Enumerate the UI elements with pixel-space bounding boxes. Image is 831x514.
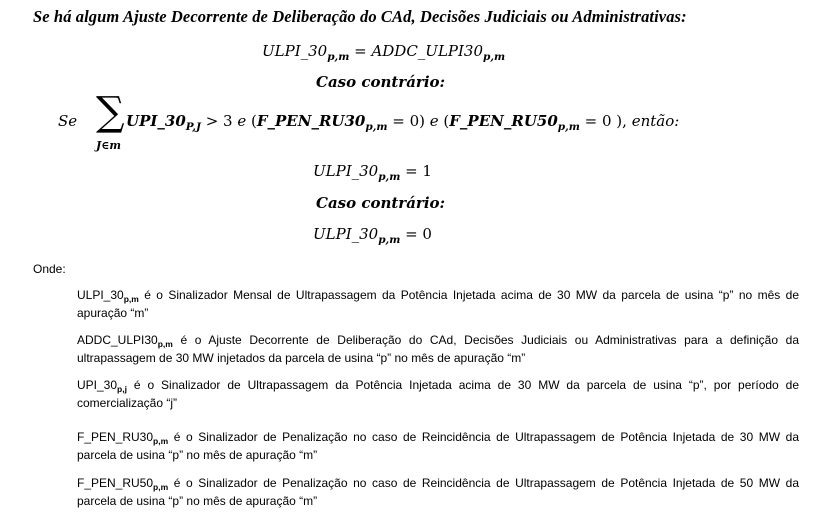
definition-term: ULPI_30 — [77, 288, 124, 302]
condition-formula — [58, 84, 758, 164]
definition-term: F_PEN_RU50 — [77, 476, 154, 490]
sum-index: J∈m — [96, 139, 121, 152]
formula-rhs: ADDC_ULPI30 — [371, 42, 484, 60]
definition-item — [77, 331, 799, 367]
eq-zero-1: = 0) — [387, 112, 430, 130]
definition-text: é o Sinalizador de Penalização no caso de Reincidência de Ultrapassagem de Potência Injetada de 50 MW da parcela de usina “p” no mês de apuração “m” — [77, 476, 799, 508]
caso-contrario-2: Caso contrário: — [316, 194, 446, 212]
definition-text: é o Sinalizador de Ultrapassagem da Potência Injetada acima de 30 MW da parcela de usina “p”, por período de comercialização “j” — [77, 378, 799, 410]
formula-lhs: ULPI_30 — [262, 42, 328, 60]
definition-term: UPI_30 — [77, 378, 118, 392]
definition-item — [77, 474, 799, 510]
and-1: e — [237, 112, 247, 130]
condition-terms — [126, 112, 680, 133]
definition-text: é o Ajuste Decorrente de Deliberação do CAd, Decisões Judiciais ou Administrativas para a definição da ultrapassagem de 30 MW injetados da parcela de usina “p” no mês de apuração “m” — [77, 333, 799, 365]
caso-contrario-1: Caso contrário: — [316, 73, 446, 91]
onde-label: Onde: — [33, 262, 66, 276]
formula2-lhs-sub: p,m — [378, 171, 401, 183]
term-fpen50-sub: p,m — [557, 121, 580, 133]
term-upi30-sub: P,J — [185, 121, 201, 133]
definition-term: ADDC_ULPI30 — [77, 333, 158, 347]
formula-eq: = — [349, 42, 372, 60]
formula-result-0 — [313, 225, 432, 246]
formula2-rhs: = 1 — [400, 162, 432, 180]
definition-sub: p,m — [153, 436, 169, 446]
definition-item — [77, 376, 799, 412]
definition-text: é o Sinalizador Mensal de Ultrapassagem da Potência Injetada acima de 30 MW da parcela de usina “p” no mês de apuração “m” — [77, 288, 799, 320]
term-upi30: UPI_30 — [126, 112, 186, 130]
gt-three: > 3 — [200, 112, 238, 130]
eq-zero-2: = 0 ), — [579, 112, 627, 130]
se-word: Se — [58, 112, 78, 130]
paren-open-2: ( — [438, 112, 450, 130]
formula2-lhs: ULPI_30 — [313, 162, 379, 180]
definition-text: é o Sinalizador de Penalização no caso de Reincidência de Ultrapassagem de Potência Injetada de 30 MW da parcela de usina “p” no mês de apuração “m” — [77, 430, 799, 462]
entao-word: então: — [626, 112, 680, 130]
term-fpen30-sub: p,m — [365, 121, 388, 133]
sigma-symbol: ∑ — [96, 89, 125, 135]
formula-addc — [262, 42, 506, 63]
term-fpen30: F_PEN_RU30 — [256, 112, 366, 130]
definition-sub: p,m — [123, 294, 139, 304]
definition-sub: p,m — [157, 339, 173, 349]
definition-term: F_PEN_RU30 — [77, 430, 154, 444]
formula3-lhs: ULPI_30 — [313, 225, 379, 243]
definition-sub: p,m — [153, 482, 169, 492]
definition-sub: p,j — [117, 384, 127, 394]
definition-item — [77, 286, 799, 322]
formula3-rhs: = 0 — [400, 225, 432, 243]
section-heading: Se há algum Ajuste Decorrente de Deliberação do CAd, Decisões Judiciais ou Administrativas: — [33, 7, 687, 26]
and-2: e — [429, 112, 439, 130]
term-fpen50: F_PEN_RU50 — [449, 112, 558, 130]
definition-item — [77, 428, 799, 464]
formula-result-1 — [313, 162, 432, 183]
formula-rhs-sub: p,m — [483, 51, 506, 63]
formula-lhs-sub: p,m — [327, 51, 350, 63]
paren-open-1: ( — [246, 112, 257, 130]
formula3-lhs-sub: p,m — [378, 234, 401, 246]
